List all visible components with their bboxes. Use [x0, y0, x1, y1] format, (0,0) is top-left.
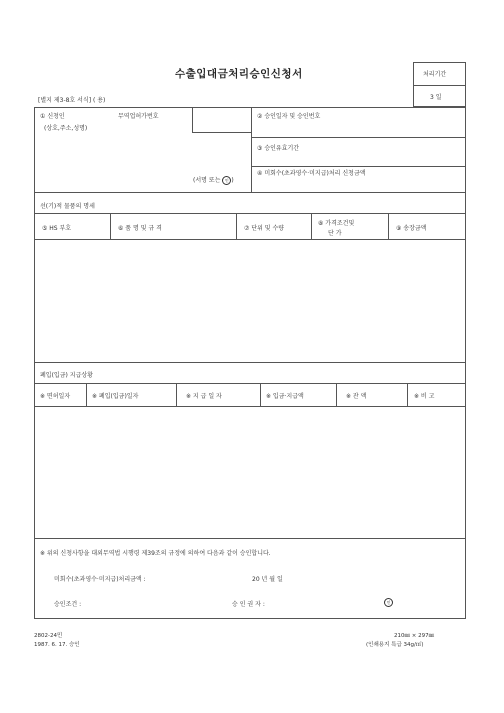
field-text: 미회수(초과영수·미지급)처리 신청금액	[264, 170, 366, 177]
applicant-num: ①	[40, 113, 46, 120]
payment-col-divider-3	[260, 383, 261, 406]
deposit-amount-header: ※ 입금·지급액	[266, 393, 304, 400]
price-terms-header-line2: 단 가	[328, 230, 342, 237]
price-terms-header-line1: ⑧ 가격조건및	[318, 220, 355, 227]
seal-icon: 인	[384, 598, 393, 607]
form-code: 2802-24민	[34, 633, 63, 639]
deposit-date-header: ※ 폐입(입금)일자	[92, 393, 139, 400]
signature-text: (서명 또는	[193, 177, 221, 184]
goods-section-top	[34, 192, 466, 193]
payment-section-label: 폐입(입금) 지급상황	[40, 372, 93, 379]
goods-col-divider-2	[236, 213, 237, 239]
form-title: 수출입대금처리승인신청서	[175, 68, 303, 80]
remarks-header: ※ 비 고	[414, 393, 435, 400]
payment-header-bottom	[34, 406, 466, 407]
approval-statement: ※ 위의 신청사항을 대외무역법 시행령 제39조의 규정에 의하여 다음과 같이 승인합니다.	[40, 550, 271, 557]
goods-col-divider-3	[311, 213, 312, 239]
paper-type: (인쇄용지 특급 34g/㎡)	[366, 642, 424, 648]
processing-period-label: 처리기간	[423, 71, 447, 78]
invoice-amount-header: ⑨ 송장금액	[396, 225, 427, 232]
hs-code-header: ⑤ HS 부호	[42, 225, 72, 232]
field-num: ③	[257, 145, 263, 152]
approver-seal	[384, 598, 393, 607]
payment-col-divider-4	[336, 383, 337, 406]
processed-amount-label: 미회수(초과영수·미지급)처리금액 :	[54, 576, 146, 583]
approval-validity-label	[257, 143, 299, 152]
trade-license-label: 무역업허가번호	[118, 113, 159, 120]
field-text: 승인일자 및 승인번호	[264, 113, 321, 120]
applicant-sub-label: (상호,주소,성명)	[44, 125, 88, 132]
approval-note: 1987. 6. 17. 승인	[34, 642, 80, 648]
unit-qty-header: ⑦ 단위 및 수량	[244, 225, 285, 232]
payment-col-divider-2	[176, 383, 177, 406]
form-reference: [별지 제3-8호 서식] ( 용)	[38, 97, 106, 104]
seal-icon: 인	[222, 176, 231, 185]
field-text: 승인유효기간	[264, 145, 300, 152]
balance-header: ※ 잔 액	[346, 393, 367, 400]
goods-col-divider-1	[110, 213, 111, 239]
payment-date-header: ※ 지 급 일 자	[186, 393, 222, 400]
item-spec-header: ⑥ 품 명 및 규 격	[118, 225, 162, 232]
signature-label	[193, 175, 234, 185]
approval-condition-label: 승인조건 :	[54, 601, 82, 608]
approval-date-text: 20 년 월 일	[252, 576, 283, 583]
trade-license-input[interactable]	[192, 107, 252, 133]
signature-close: )	[231, 177, 234, 184]
right-field-divider-1	[251, 137, 466, 138]
paper-size: 210㎜ × 297㎜	[394, 633, 435, 639]
payment-header-top	[34, 383, 466, 384]
applicant-label	[40, 111, 65, 120]
goods-header-bottom	[34, 239, 466, 240]
approval-date-number-label	[257, 111, 320, 120]
approval-section-top	[34, 538, 466, 539]
payment-col-divider-5	[407, 383, 408, 406]
field-num: ②	[257, 113, 263, 120]
processing-period-value: 3 일	[430, 94, 442, 101]
goods-header-top	[34, 213, 466, 214]
applicant-text: 신청인	[47, 113, 65, 120]
license-date-header: ※ 면허일자	[40, 393, 71, 400]
field-num: ④	[257, 170, 263, 177]
form-frame	[34, 107, 466, 619]
payment-col-divider-1	[86, 383, 87, 406]
right-field-divider-2	[251, 166, 466, 167]
goods-section-label: 선(기)적 물품의 명세	[40, 203, 95, 210]
requested-amount-label	[257, 168, 366, 177]
approver-label: 승 인 권 자 :	[232, 601, 265, 608]
goods-col-divider-4	[388, 213, 389, 239]
payment-section-top	[34, 362, 466, 363]
